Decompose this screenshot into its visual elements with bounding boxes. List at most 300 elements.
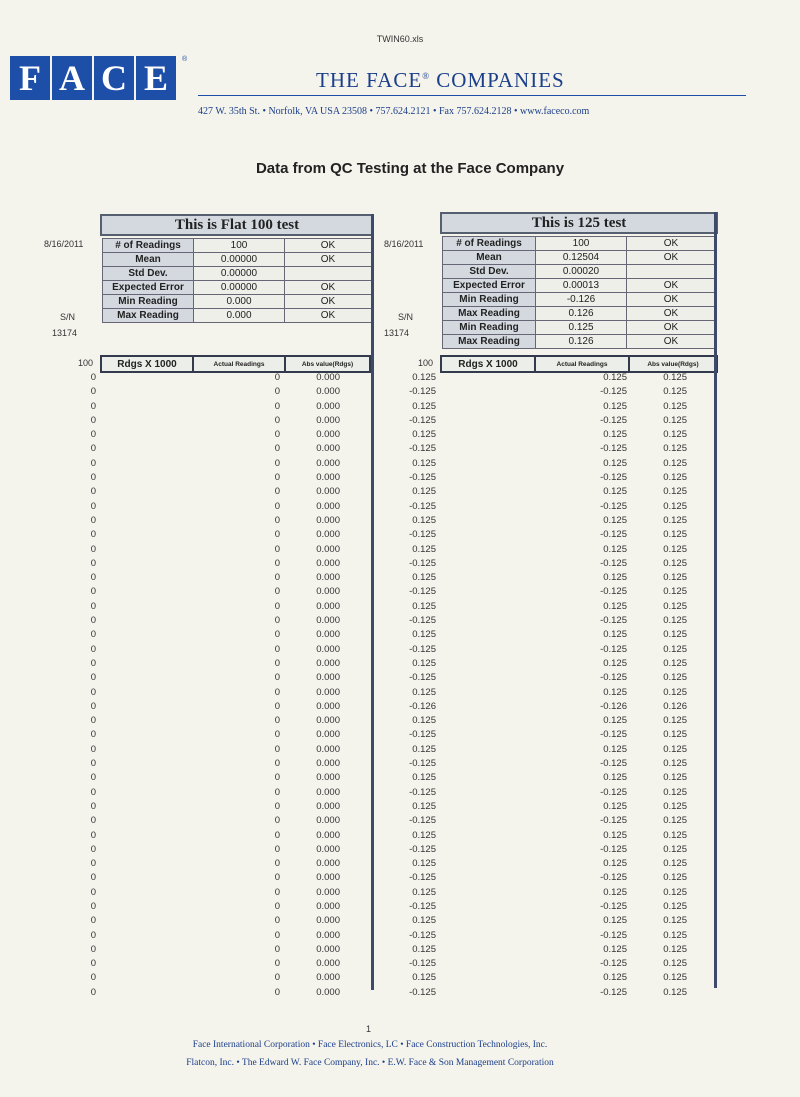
reading-cell: 0.000 bbox=[316, 586, 340, 598]
reading-cell: 0 bbox=[90, 986, 96, 998]
reading-cell: -0.126 bbox=[409, 700, 436, 712]
logo-letter: F bbox=[10, 56, 50, 100]
reading-cell: -0.125 bbox=[409, 843, 436, 855]
stat-value: -0.126 bbox=[536, 293, 627, 307]
reading-cell: 0.125 bbox=[603, 886, 627, 898]
stat-status: OK bbox=[285, 309, 372, 323]
reading-cell: 0.000 bbox=[316, 686, 340, 698]
reading-cell: 0 bbox=[90, 514, 96, 526]
reading-cell: -0.126 bbox=[600, 700, 627, 712]
left-sn-value: 13174 bbox=[52, 328, 78, 338]
left-col-abs bbox=[300, 371, 340, 1000]
reading-cell: 0 bbox=[90, 729, 96, 741]
stat-status: OK bbox=[627, 307, 716, 321]
reading-cell: 0 bbox=[274, 729, 280, 741]
reading-cell: 0.000 bbox=[316, 958, 340, 970]
reading-cell: 0.125 bbox=[663, 815, 687, 827]
reading-cell: 0.125 bbox=[663, 472, 687, 484]
reading-cell: -0.125 bbox=[600, 900, 627, 912]
right-test-title: This is 125 test bbox=[440, 212, 718, 234]
reading-cell: 0 bbox=[90, 972, 96, 984]
company-name bbox=[316, 68, 565, 93]
reading-cell: 0 bbox=[274, 529, 280, 541]
footer-line-2: Flatcon, Inc. • The Edward W. Face Company, Inc. • E.W. Face & Son Management Corporation bbox=[186, 1058, 554, 1068]
reading-cell: 0 bbox=[274, 743, 280, 755]
reading-cell: 0.000 bbox=[316, 843, 340, 855]
reading-cell: 0 bbox=[90, 372, 96, 383]
reading-cell: 0 bbox=[90, 686, 96, 698]
reading-cell: 0.125 bbox=[663, 743, 687, 755]
right-test-date: 8/16/2011 bbox=[384, 239, 424, 249]
reading-cell: -0.125 bbox=[409, 786, 436, 798]
reading-cell: 0.000 bbox=[316, 815, 340, 827]
reading-cell: 0.125 bbox=[412, 886, 436, 898]
reading-cell: -0.125 bbox=[409, 729, 436, 741]
reading-cell: 0 bbox=[274, 600, 280, 612]
right-sn-label: S/N bbox=[398, 312, 414, 322]
reading-cell: 0 bbox=[274, 900, 280, 912]
reading-cell: -0.125 bbox=[409, 958, 436, 970]
reading-cell: -0.125 bbox=[600, 586, 627, 598]
stat-label: Expected Error bbox=[103, 281, 194, 295]
report-title: Data from QC Testing at the Face Company bbox=[255, 160, 565, 177]
reading-cell: 0.125 bbox=[603, 457, 627, 469]
reading-cell: 0 bbox=[90, 786, 96, 798]
reading-cell: -0.125 bbox=[409, 472, 436, 484]
left-test-title: This is Flat 100 test bbox=[100, 214, 374, 236]
col-header-abs: Abs value(Rdgs) bbox=[629, 356, 717, 372]
reading-cell: 0.125 bbox=[412, 772, 436, 784]
reading-cell: -0.125 bbox=[600, 815, 627, 827]
reading-cell: -0.125 bbox=[600, 472, 627, 484]
left-col-actual bbox=[240, 371, 280, 1000]
reading-cell: 0 bbox=[274, 986, 280, 998]
reading-cell: 0 bbox=[274, 943, 280, 955]
reading-cell: 0 bbox=[274, 700, 280, 712]
reading-cell: 0.125 bbox=[603, 372, 627, 383]
reading-cell: 0.000 bbox=[316, 715, 340, 727]
reading-cell: 0 bbox=[90, 586, 96, 598]
reading-cell: 0.125 bbox=[663, 829, 687, 841]
reading-cell: -0.125 bbox=[600, 615, 627, 627]
reading-cell: 0.125 bbox=[663, 772, 687, 784]
reading-cell: -0.125 bbox=[600, 958, 627, 970]
reading-cell: 0.000 bbox=[316, 700, 340, 712]
reading-cell: 0 bbox=[274, 772, 280, 784]
reading-cell: 0.000 bbox=[316, 429, 340, 441]
reading-cell: 0 bbox=[274, 815, 280, 827]
reading-cell: 0 bbox=[90, 900, 96, 912]
reading-cell: 0.125 bbox=[603, 800, 627, 812]
reading-cell: 0.125 bbox=[603, 743, 627, 755]
reading-cell: 0 bbox=[274, 557, 280, 569]
reading-cell: 0.125 bbox=[663, 672, 687, 684]
reading-cell: 0.000 bbox=[316, 414, 340, 426]
stat-label: Max Reading bbox=[443, 307, 536, 321]
reading-cell: 0.000 bbox=[316, 629, 340, 641]
stats-row bbox=[103, 281, 372, 295]
footer-line-1: Face International Corporation • Face Electronics, LC • Face Construction Technologies, Inc. bbox=[192, 1040, 548, 1050]
reading-cell: 0.125 bbox=[412, 800, 436, 812]
reading-cell: 0.000 bbox=[316, 572, 340, 584]
reading-cell: 0 bbox=[274, 386, 280, 398]
reading-cell: 0 bbox=[90, 943, 96, 955]
reading-cell: 0 bbox=[274, 829, 280, 841]
reading-cell: 0.000 bbox=[316, 829, 340, 841]
reading-cell: -0.125 bbox=[600, 414, 627, 426]
reading-cell: 0 bbox=[274, 686, 280, 698]
reading-cell: -0.125 bbox=[600, 872, 627, 884]
stat-status: OK bbox=[627, 251, 716, 265]
company-name-part1: THE FACE bbox=[316, 68, 423, 92]
stat-value: 0.000 bbox=[194, 309, 285, 323]
stats-row bbox=[103, 295, 372, 309]
reading-cell: -0.125 bbox=[600, 643, 627, 655]
stat-status: OK bbox=[627, 335, 716, 349]
reading-cell: 0.125 bbox=[412, 943, 436, 955]
reading-cell: 0 bbox=[274, 500, 280, 512]
reading-cell: 0.125 bbox=[663, 572, 687, 584]
reading-cell: 0.125 bbox=[603, 400, 627, 412]
stat-label: Mean bbox=[103, 253, 194, 267]
stats-row bbox=[443, 265, 716, 279]
reading-cell: -0.125 bbox=[600, 386, 627, 398]
reading-cell: 0.000 bbox=[316, 743, 340, 755]
company-name-part2: COMPANIES bbox=[436, 68, 565, 92]
reading-cell: 0 bbox=[90, 815, 96, 827]
stat-status: OK bbox=[285, 295, 372, 309]
reading-cell: 0.125 bbox=[663, 843, 687, 855]
header-rule bbox=[198, 95, 746, 96]
page-number: 1 bbox=[366, 1024, 372, 1034]
reading-cell: 0.000 bbox=[316, 600, 340, 612]
reading-cell: -0.125 bbox=[409, 414, 436, 426]
stat-label: Min Reading bbox=[443, 293, 536, 307]
reading-cell: 0.000 bbox=[316, 986, 340, 998]
stats-row bbox=[103, 309, 372, 323]
col-header-actual: Actual Readings bbox=[193, 356, 285, 372]
stat-status: OK bbox=[627, 237, 716, 251]
face-logo bbox=[10, 56, 176, 100]
stat-value: 0.125 bbox=[536, 321, 627, 335]
reading-cell: 0 bbox=[274, 372, 280, 383]
reading-cell: 0 bbox=[274, 657, 280, 669]
stat-label: Min Reading bbox=[103, 295, 194, 309]
reading-cell: 0 bbox=[90, 843, 96, 855]
reading-cell: 0.125 bbox=[412, 972, 436, 984]
reading-cell: 0 bbox=[90, 715, 96, 727]
stat-label: Min Reading bbox=[443, 321, 536, 335]
reading-cell: -0.125 bbox=[600, 500, 627, 512]
stat-status: OK bbox=[627, 321, 716, 335]
reading-cell: 0.125 bbox=[603, 572, 627, 584]
reading-cell: 0.000 bbox=[316, 500, 340, 512]
reading-cell: 0 bbox=[274, 929, 280, 941]
stat-value: 0.00000 bbox=[194, 253, 285, 267]
stat-label: # of Readings bbox=[443, 237, 536, 251]
stat-value: 0.126 bbox=[536, 307, 627, 321]
reading-cell: 0 bbox=[274, 915, 280, 927]
stat-label: Std Dev. bbox=[103, 267, 194, 281]
header-row bbox=[441, 356, 717, 372]
reading-cell: 0 bbox=[90, 958, 96, 970]
reading-cell: 0.000 bbox=[316, 943, 340, 955]
reading-cell: -0.125 bbox=[409, 643, 436, 655]
reading-cell: -0.125 bbox=[409, 986, 436, 998]
reading-cell: 0.000 bbox=[316, 729, 340, 741]
reading-cell: -0.125 bbox=[409, 672, 436, 684]
reading-cell: 0.125 bbox=[663, 872, 687, 884]
reading-cell: -0.125 bbox=[409, 386, 436, 398]
reading-cell: 0.125 bbox=[603, 858, 627, 870]
reading-cell: 0 bbox=[90, 743, 96, 755]
left-stats-table bbox=[102, 238, 372, 323]
stat-label: # of Readings bbox=[103, 239, 194, 253]
reading-cell: 0 bbox=[274, 643, 280, 655]
reading-cell: 0.125 bbox=[663, 600, 687, 612]
reading-cell: 0 bbox=[90, 386, 96, 398]
reading-cell: 0.000 bbox=[316, 643, 340, 655]
reading-cell: 0.000 bbox=[316, 615, 340, 627]
reading-cell: -0.125 bbox=[600, 672, 627, 684]
reading-cell: 0 bbox=[274, 972, 280, 984]
reading-cell: 0 bbox=[274, 672, 280, 684]
stat-value: 100 bbox=[536, 237, 627, 251]
reading-cell: 0.000 bbox=[316, 443, 340, 455]
reading-cell: 0 bbox=[274, 715, 280, 727]
logo-letter: A bbox=[52, 56, 92, 100]
reading-cell: 0 bbox=[274, 443, 280, 455]
reading-cell: 0.125 bbox=[412, 400, 436, 412]
reading-cell: -0.125 bbox=[409, 443, 436, 455]
reading-cell: 0.000 bbox=[316, 386, 340, 398]
reading-cell: 0.000 bbox=[316, 472, 340, 484]
reading-cell: 0.125 bbox=[412, 915, 436, 927]
reading-cell: 0 bbox=[274, 958, 280, 970]
reading-cell: 0 bbox=[90, 457, 96, 469]
stats-row bbox=[443, 321, 716, 335]
reading-cell: 0.125 bbox=[663, 486, 687, 498]
reading-cell: 0.125 bbox=[412, 629, 436, 641]
reading-cell: -0.125 bbox=[600, 986, 627, 998]
reading-cell: 0.125 bbox=[663, 629, 687, 641]
reading-cell: -0.125 bbox=[409, 872, 436, 884]
reading-cell: -0.125 bbox=[409, 615, 436, 627]
reading-cell: 0 bbox=[90, 829, 96, 841]
stat-status: OK bbox=[285, 253, 372, 267]
reading-cell: 0.125 bbox=[663, 929, 687, 941]
col-header-rdgs: Rdgs X 1000 bbox=[101, 356, 193, 372]
right-stats-table bbox=[442, 236, 716, 349]
reading-cell: 0.000 bbox=[316, 972, 340, 984]
company-address: 427 W. 35th St. • Norfolk, VA USA 23508 • 757.624.2121 • Fax 757.624.2128 • www.faceco.com bbox=[198, 106, 590, 117]
reading-cell: 0.125 bbox=[663, 800, 687, 812]
reading-cell: 0.125 bbox=[663, 900, 687, 912]
stats-row bbox=[443, 307, 716, 321]
reading-cell: 0.000 bbox=[316, 543, 340, 555]
reading-cell: 0 bbox=[274, 858, 280, 870]
stat-label: Expected Error bbox=[443, 279, 536, 293]
reading-cell: 0.000 bbox=[316, 457, 340, 469]
reading-cell: 0.000 bbox=[316, 772, 340, 784]
stats-row bbox=[103, 253, 372, 267]
reading-cell: 0 bbox=[274, 786, 280, 798]
right-sn-value: 13174 bbox=[384, 328, 410, 338]
reading-cell: -0.125 bbox=[409, 529, 436, 541]
stats-row bbox=[443, 279, 716, 293]
company-registered-mark: ® bbox=[422, 71, 431, 81]
reading-cell: 0 bbox=[274, 472, 280, 484]
col-header-abs: Abs value(Rdgs) bbox=[285, 356, 370, 372]
stat-status: OK bbox=[285, 239, 372, 253]
logo-letter: E bbox=[136, 56, 176, 100]
left-panel-border bbox=[371, 214, 374, 990]
reading-cell: 0 bbox=[274, 543, 280, 555]
reading-cell: 0.125 bbox=[663, 758, 687, 770]
reading-cell: 0 bbox=[274, 758, 280, 770]
reading-cell: -0.125 bbox=[600, 557, 627, 569]
reading-cell: 0 bbox=[90, 772, 96, 784]
reading-cell: 0 bbox=[274, 429, 280, 441]
reading-cell: 0.125 bbox=[663, 429, 687, 441]
stat-value: 0.00013 bbox=[536, 279, 627, 293]
reading-cell: 0.125 bbox=[603, 429, 627, 441]
reading-cell: 0.125 bbox=[603, 829, 627, 841]
reading-cell: 0 bbox=[90, 472, 96, 484]
stat-value: 100 bbox=[194, 239, 285, 253]
reading-cell: 0 bbox=[274, 586, 280, 598]
reading-cell: 0 bbox=[90, 543, 96, 555]
reading-cell: 0.125 bbox=[663, 543, 687, 555]
reading-cell: 0 bbox=[90, 700, 96, 712]
reading-cell: 0 bbox=[274, 400, 280, 412]
reading-cell: 0 bbox=[90, 915, 96, 927]
reading-cell: 0.125 bbox=[603, 486, 627, 498]
left-col-rdgs bbox=[60, 371, 96, 1000]
reading-cell: 0 bbox=[274, 800, 280, 812]
reading-cell: 0.125 bbox=[663, 615, 687, 627]
reading-cell: 0 bbox=[90, 643, 96, 655]
reading-cell: 0 bbox=[90, 529, 96, 541]
reading-cell: 0.125 bbox=[663, 372, 687, 383]
right-stats-body bbox=[443, 237, 716, 349]
stat-value: 0.00020 bbox=[536, 265, 627, 279]
reading-cell: 0.125 bbox=[663, 514, 687, 526]
reading-cell: 0.000 bbox=[316, 486, 340, 498]
reading-cell: 0.000 bbox=[316, 657, 340, 669]
reading-cell: 0 bbox=[274, 615, 280, 627]
reading-cell: 0.125 bbox=[412, 543, 436, 555]
reading-cell: 0 bbox=[90, 886, 96, 898]
reading-cell: 0.125 bbox=[412, 429, 436, 441]
reading-cell: 0.000 bbox=[316, 900, 340, 912]
reading-cell: 0 bbox=[90, 557, 96, 569]
reading-cell: 0.125 bbox=[663, 715, 687, 727]
reading-cell: 0.000 bbox=[316, 786, 340, 798]
reading-cell: 0.000 bbox=[316, 514, 340, 526]
reading-cell: 0 bbox=[90, 929, 96, 941]
reading-cell: 0.125 bbox=[663, 972, 687, 984]
reading-cell: 0 bbox=[90, 443, 96, 455]
reading-cell: 0.125 bbox=[663, 786, 687, 798]
reading-cell: 0 bbox=[274, 514, 280, 526]
stats-row bbox=[103, 239, 372, 253]
reading-cell: 0.125 bbox=[663, 686, 687, 698]
stat-value: 0.12504 bbox=[536, 251, 627, 265]
reading-cell: 0.125 bbox=[663, 457, 687, 469]
stats-row bbox=[103, 267, 372, 281]
reading-cell: -0.125 bbox=[600, 443, 627, 455]
stat-label: Max Reading bbox=[443, 335, 536, 349]
right-col-actual bbox=[585, 371, 627, 1000]
reading-cell: 0.125 bbox=[663, 500, 687, 512]
col-header-actual: Actual Readings bbox=[535, 356, 629, 372]
reading-cell: 0.125 bbox=[663, 986, 687, 998]
reading-cell: 0 bbox=[90, 600, 96, 612]
reading-cell: 0.125 bbox=[412, 372, 436, 383]
reading-cell: 0.125 bbox=[663, 400, 687, 412]
reading-cell: 0.125 bbox=[663, 586, 687, 598]
reading-cell: 0.125 bbox=[663, 915, 687, 927]
reading-cell: 0.000 bbox=[316, 758, 340, 770]
reading-cell: 0.125 bbox=[412, 715, 436, 727]
reading-cell: 0.125 bbox=[603, 915, 627, 927]
reading-cell: 0.000 bbox=[316, 529, 340, 541]
reading-cell: 0.125 bbox=[412, 457, 436, 469]
reading-cell: 0.125 bbox=[603, 943, 627, 955]
reading-cell: 0.125 bbox=[663, 414, 687, 426]
reading-cell: 0.125 bbox=[663, 943, 687, 955]
reading-cell: 0.125 bbox=[412, 514, 436, 526]
right-col-rdgs bbox=[398, 371, 436, 1000]
header-row bbox=[101, 356, 370, 372]
reading-cell: 0.125 bbox=[412, 686, 436, 698]
right-col-abs bbox=[645, 371, 687, 1000]
stat-value: 0.126 bbox=[536, 335, 627, 349]
reading-cell: -0.125 bbox=[600, 529, 627, 541]
logo-letter: C bbox=[94, 56, 134, 100]
reading-cell: 0.125 bbox=[663, 657, 687, 669]
reading-cell: 0.125 bbox=[663, 958, 687, 970]
reading-cell: 0 bbox=[274, 572, 280, 584]
reading-cell: 0.125 bbox=[412, 572, 436, 584]
file-name: TWIN60.xls bbox=[376, 34, 424, 44]
reading-cell: 0.000 bbox=[316, 929, 340, 941]
reading-cell: -0.125 bbox=[409, 929, 436, 941]
reading-cell: 0.000 bbox=[316, 672, 340, 684]
reading-cell: 0.000 bbox=[316, 886, 340, 898]
reading-cell: 0 bbox=[274, 843, 280, 855]
stat-status: OK bbox=[627, 279, 716, 293]
reading-cell: 0 bbox=[274, 872, 280, 884]
reading-cell: -0.125 bbox=[409, 900, 436, 912]
reading-cell: 0.125 bbox=[412, 486, 436, 498]
reading-cell: 0 bbox=[90, 615, 96, 627]
reading-cell: 0.125 bbox=[603, 543, 627, 555]
stat-status: OK bbox=[627, 293, 716, 307]
reading-cell: 0 bbox=[274, 886, 280, 898]
reading-cell: 0 bbox=[90, 758, 96, 770]
right-panel-border bbox=[714, 212, 717, 988]
reading-cell: 0.125 bbox=[412, 829, 436, 841]
reading-cell: 0 bbox=[90, 500, 96, 512]
reading-cell: -0.125 bbox=[600, 929, 627, 941]
reading-cell: 0.125 bbox=[603, 657, 627, 669]
reading-cell: 0.000 bbox=[316, 800, 340, 812]
reading-cell: 0.000 bbox=[316, 400, 340, 412]
reading-cell: 0.125 bbox=[412, 657, 436, 669]
reading-cell: 0.125 bbox=[603, 514, 627, 526]
